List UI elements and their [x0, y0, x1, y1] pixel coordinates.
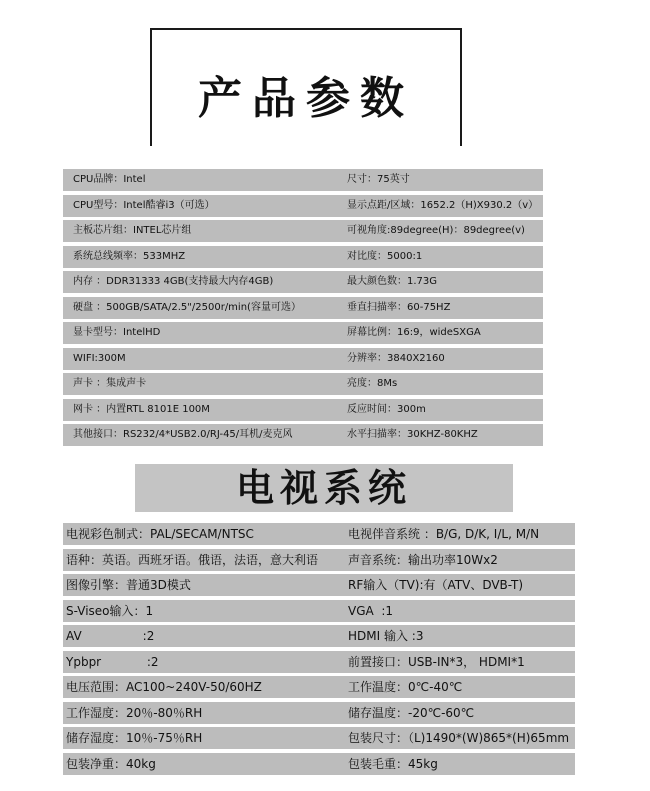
- spec-left: 网卡 ：内置RTL 8101E 100M: [73, 403, 210, 415]
- spec-left: 声卡 ：集成声卡: [73, 378, 147, 389]
- spec-row: [63, 702, 575, 724]
- spec-row: [63, 271, 543, 293]
- spec-row: [63, 169, 543, 191]
- spec-row: [63, 549, 575, 571]
- spec-right: 工作温度：0℃-40℃: [348, 680, 463, 694]
- spec-left: 语种：英语。西班牙语。俄语，法语，意大利语: [66, 552, 319, 567]
- spec-right: 屏幕比例：16:9，wideSXGA: [347, 327, 481, 338]
- spec-row: [63, 574, 575, 596]
- spec-left: WIFI:300M: [73, 352, 126, 364]
- spec-left: S-Viseo输入：1: [66, 603, 154, 618]
- spec-row: [63, 625, 575, 647]
- spec-right: 前置接口：USB-IN*3， HDMI*1: [348, 654, 525, 669]
- spec-row: [63, 651, 575, 673]
- spec-left: 电压范围：AC100~240V-50/60HZ: [66, 680, 262, 694]
- spec-row: [63, 753, 575, 775]
- spec-left: 显卡型号：IntelHD: [73, 327, 161, 338]
- spec-left: 储存湿度：10％-75％RH: [66, 731, 203, 745]
- spec-row: [63, 399, 543, 421]
- spec-row: [63, 297, 543, 319]
- spec-right: 分辨率：3840X2160: [347, 352, 445, 364]
- tv-system-banner: [135, 464, 513, 512]
- spec-left: CPU型号：Intel酷睿i3（可选）: [73, 199, 215, 211]
- spec-right: VGA :1: [348, 603, 394, 618]
- spec-right: 亮度：8Ms: [347, 378, 398, 389]
- spec-row: [63, 348, 543, 370]
- spec-right: 尺寸：75英寸: [347, 174, 410, 185]
- spec-row: [63, 676, 575, 698]
- spec-right: HDMI 输入 :3: [348, 629, 424, 643]
- spec-right: 可视角度:89degree(H)：89degree(v): [347, 225, 525, 236]
- tv-spec-table: [63, 523, 575, 778]
- product-spec-table: [63, 169, 543, 450]
- page-title: 产品参数: [198, 73, 414, 124]
- spec-left: CPU品牌：Intel: [73, 174, 146, 185]
- spec-row: [63, 220, 543, 242]
- spec-right: 对比度：5000:1: [347, 250, 423, 262]
- tv-system-title: 电视系统: [235, 466, 412, 510]
- spec-left: AV :2: [66, 629, 155, 643]
- spec-right: 最大颜色数：1.73G: [347, 276, 438, 287]
- spec-row: [63, 246, 543, 268]
- spec-right: 反应时间：300m: [347, 403, 426, 415]
- spec-row: [63, 373, 543, 395]
- spec-right: 水平扫描率：30KHZ-80KHZ: [347, 429, 478, 440]
- spec-right: 声音系统：输出功率10Wx2: [348, 552, 498, 567]
- spec-right: 储存温度：-20℃-60℃: [348, 705, 475, 720]
- spec-row: [63, 727, 575, 749]
- spec-row: [63, 600, 575, 622]
- spec-right: 电视伴音系统 ：B/G, D/K, I/L, M/N: [348, 527, 540, 541]
- spec-left: 主板芯片组：INTEL芯片组: [73, 225, 192, 236]
- spec-row: [63, 195, 543, 217]
- spec-left: 其他接口：RS232/4*USB2.0/RJ-45/耳机/麦克风: [73, 429, 293, 440]
- spec-left: 内存 ：DDR31333 4GB(支持最大内存4GB): [73, 276, 274, 287]
- spec-left: 图像引擎：普通3D模式: [66, 578, 191, 592]
- spec-left: Ypbpr :2: [66, 654, 159, 669]
- spec-right: 垂直扫描率：60-75HZ: [347, 301, 451, 313]
- spec-left: 工作湿度：20％-80％RH: [66, 705, 203, 720]
- spec-right: 包装尺寸：（L)1490*(W)865*(H)65mm: [348, 731, 570, 745]
- spec-left: 硬盘 ：500GB/SATA/2.5"/2500r/min(容量可选）: [73, 301, 301, 313]
- spec-left: 电视彩色制式：PAL/SECAM/NTSC: [66, 527, 254, 541]
- spec-right: 显示点距/区域：1652.2（H)X930.2（v）: [347, 199, 539, 211]
- spec-right: RF输入（TV):有（ATV、DVB-T): [348, 578, 524, 592]
- spec-left: 系统总线频率：533MHZ: [73, 250, 186, 262]
- title-frame: [150, 28, 462, 146]
- spec-row: [63, 424, 543, 446]
- spec-left: 包装净重：40kg: [66, 756, 156, 771]
- spec-row: [63, 523, 575, 545]
- spec-right: 包装毛重：45kg: [348, 756, 438, 771]
- spec-row: [63, 322, 543, 344]
